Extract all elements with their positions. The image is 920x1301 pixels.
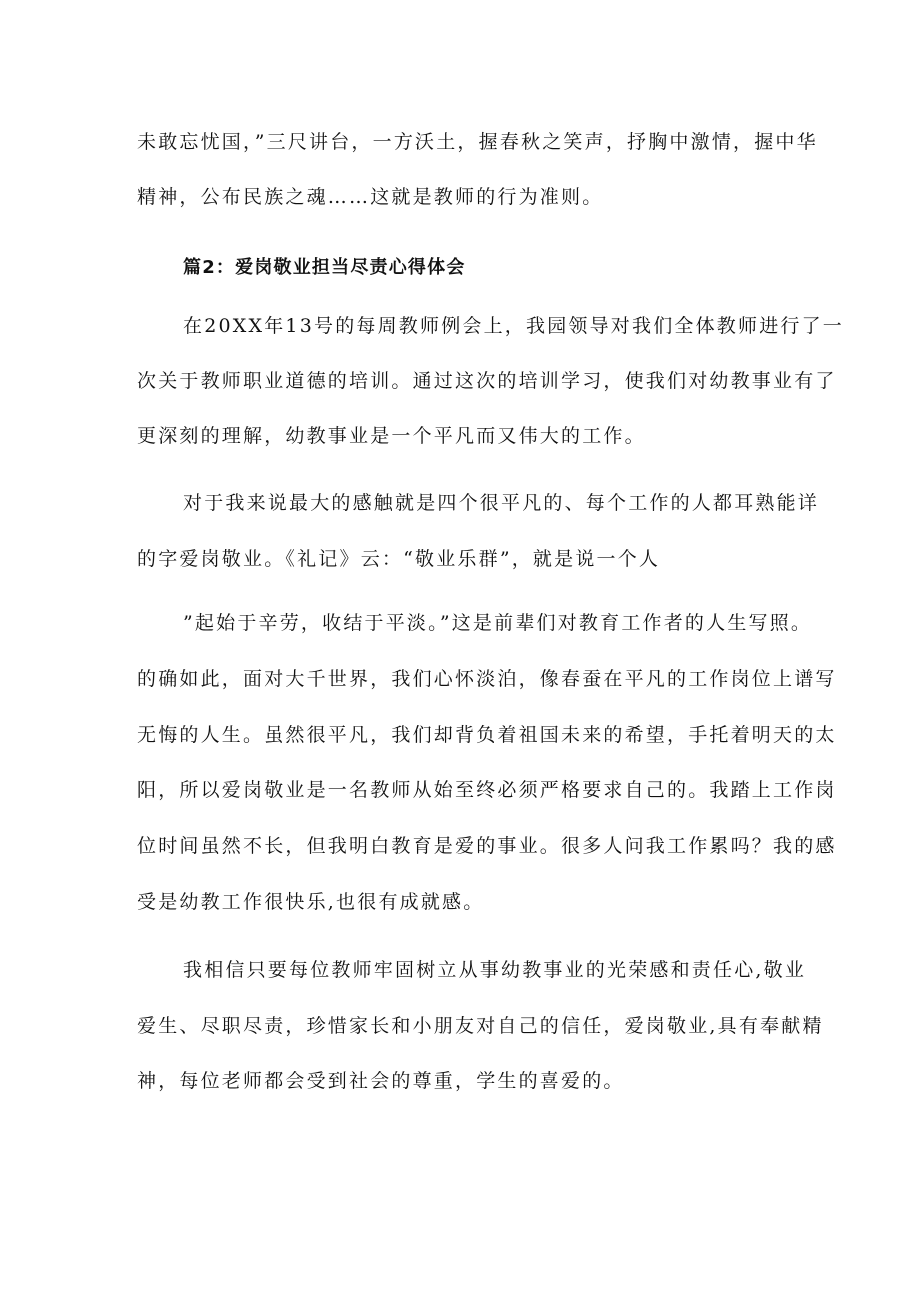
- section-heading: 篇2：爱岗敬业担当尽责心得体会: [183, 257, 466, 278]
- text-line: 爱生、尽职尽责，珍惜家长和小朋友对自己的信任，爱岗敬业,具有奉献精: [137, 1015, 824, 1037]
- text-line: 的确如此，面对大千世界，我们心怀淡泊，像春蚕在平凡的工作岗位上谱写: [137, 668, 837, 690]
- text-line: 的字爱岗敬业。《礼记》云：“敬业乐群”，就是说一个人: [137, 548, 661, 570]
- text-line: 次关于教师职业道德的培训。通过这次的培训学习，使我们对幼教事业有了: [137, 370, 837, 392]
- text-line: 我相信只要每位教师牢固树立从事幼教事业的光荣感和责任心,敬业: [183, 959, 807, 981]
- text-line: 未敢忘忧国，”三尺讲台，一方沃土，握春秋之笑声，抒胸中激情，握中华: [137, 131, 818, 153]
- text-line: 在20XX年13号的每周教师例会上，我园领导对我们全体教师进行了一: [183, 315, 845, 337]
- text-line: ”起始于辛劳，收结于平淡。”这是前辈们对教育工作者的人生写照。: [183, 612, 813, 634]
- text-line: 更深刻的理解，幼教事业是一个平凡而又伟大的工作。: [137, 425, 646, 447]
- text-line: 受是幼教工作很快乐,也很有成就感。: [137, 891, 485, 913]
- text-line: 对于我来说最大的感触就是四个很平凡的、每个工作的人都耳熟能详: [183, 492, 820, 514]
- text-line: 位时间虽然不长，但我明白教育是爱的事业。很多人问我工作累吗？我的感: [137, 835, 837, 857]
- text-line: 精神，公布民族之魂……这就是教师的行为准则。: [137, 186, 604, 208]
- text-line: 无悔的人生。虽然很平凡，我们却背负着祖国未来的希望，手托着明天的太: [137, 724, 837, 746]
- text-line: 阳，所以爱岗敬业是一名教师从始至终必须严格要求自己的。我踏上工作岗: [137, 779, 837, 801]
- text-line: 神，每位老师都会受到社会的尊重，学生的喜爱的。: [137, 1070, 625, 1092]
